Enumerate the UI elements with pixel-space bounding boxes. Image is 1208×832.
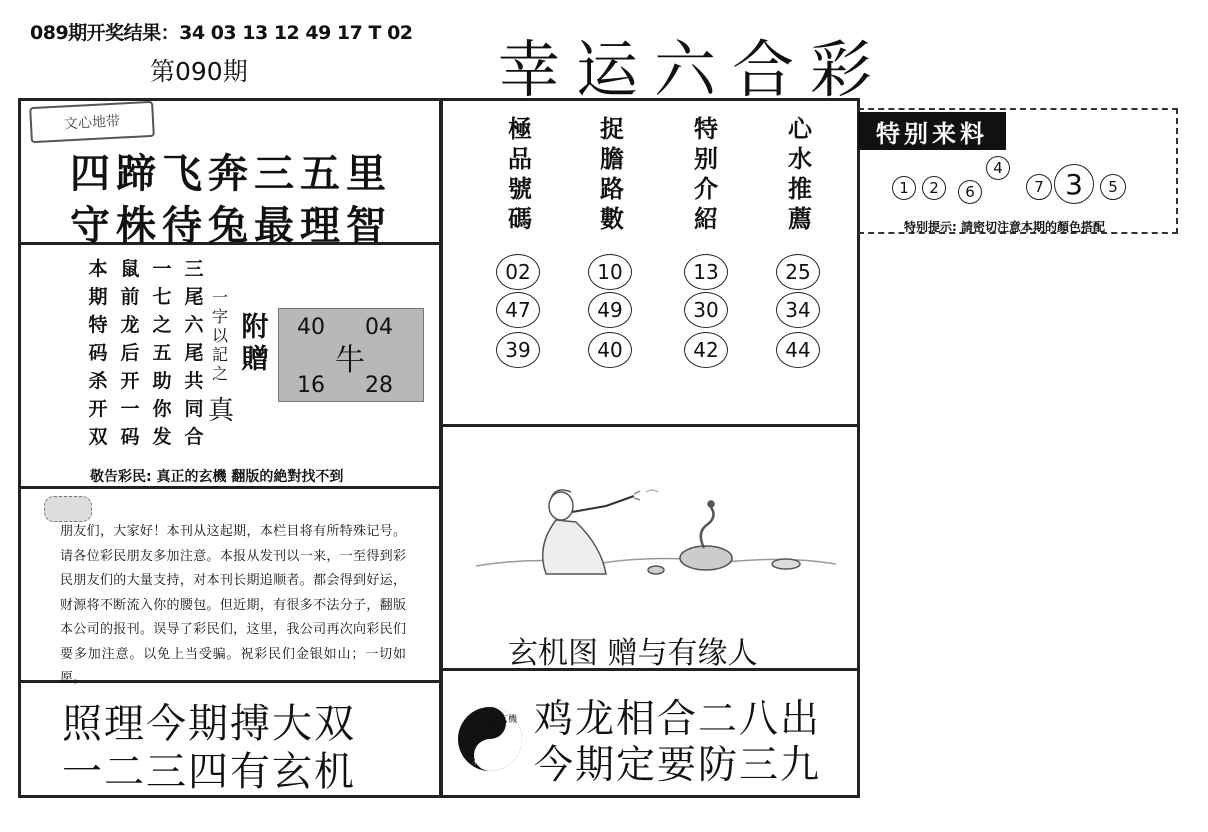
verse-char: 合	[184, 426, 204, 448]
bottom-left-line-1: 照理今期搏大双	[62, 701, 356, 747]
special-tag: 特别来料	[858, 112, 1006, 150]
gift-box	[278, 308, 424, 402]
verse-char: 期	[88, 286, 108, 308]
mystery-picture	[456, 436, 848, 616]
page-title: 幸运六合彩	[498, 33, 889, 106]
poem-line-2: 守株待兔最理智	[70, 202, 392, 249]
verse-char: 之	[152, 314, 172, 336]
verse-char: 三	[184, 258, 204, 280]
circled-number: 2	[922, 176, 946, 200]
verse-char: 七	[152, 286, 172, 308]
number-ball: 44	[776, 332, 820, 368]
article-logo	[44, 496, 92, 522]
issue-number: 第090期	[150, 57, 248, 86]
verse-char: 一	[152, 258, 172, 280]
yinyang-label: 玄機	[499, 715, 518, 725]
verse-char: 开	[120, 370, 140, 392]
column-label-4	[780, 114, 820, 234]
gift-label: 附贈	[241, 312, 269, 375]
label-char: 心水推薦	[788, 114, 812, 233]
verse-char: 开	[88, 398, 108, 420]
notice-text: 敬告彩民: 真正的玄機 翻版的絶對找不到	[90, 469, 344, 485]
label-char: 特别介紹	[694, 114, 718, 233]
vertical-note: 一字以記之	[211, 288, 228, 383]
poem-line-1: 四蹄飞奔三五里	[70, 150, 392, 197]
bottom-mid-line-1: 鸡龙相合二八出	[534, 697, 822, 742]
number-ball: 30	[684, 292, 728, 328]
number-ball: 25	[776, 254, 820, 290]
number-ball: 49	[588, 292, 632, 328]
circled-number: 6	[958, 180, 982, 204]
gift-number: 40	[297, 315, 325, 340]
bottom-left-line-2: 一二三四有玄机	[62, 749, 356, 795]
yinyang-icon	[455, 704, 525, 774]
divider	[18, 486, 442, 489]
verse-char: 一	[120, 398, 140, 420]
circled-number: 4	[986, 156, 1010, 180]
number-ball: 13	[684, 254, 728, 290]
label-char: 極品號碼	[508, 114, 532, 233]
verse-char: 尾	[184, 286, 204, 308]
verse-char: 尾	[184, 342, 204, 364]
circled-number: 1	[892, 176, 916, 200]
picture-caption: 玄机图 赠与有缘人	[508, 636, 758, 671]
verse-char: 龙	[120, 314, 140, 336]
verse-char: 共	[184, 370, 204, 392]
number-ball: 10	[588, 254, 632, 290]
note-zhen: 真	[208, 396, 235, 426]
verse-char: 本	[88, 258, 108, 280]
circled-number: 5	[1100, 174, 1126, 200]
verse-char: 双	[88, 426, 108, 448]
column-label-1	[500, 114, 540, 234]
number-ball: 02	[496, 254, 540, 290]
gift-zodiac: 牛	[335, 343, 365, 378]
gift-number: 28	[365, 373, 393, 398]
divider	[440, 424, 860, 427]
verse-char: 前	[120, 286, 140, 308]
gift-number: 04	[365, 315, 393, 340]
verse-char: 六	[184, 314, 204, 336]
column-label-2	[592, 114, 632, 234]
verse-char: 五	[152, 342, 172, 364]
number-ball: 40	[588, 332, 632, 368]
circled-number: 7	[1026, 174, 1052, 200]
verse-char: 特	[88, 314, 108, 336]
verse-char: 你	[152, 398, 172, 420]
label-char: 捉膽路數	[600, 114, 624, 233]
vertical-verse-grid	[82, 254, 210, 450]
circled-number: 3	[1054, 164, 1094, 204]
bottom-mid-line-2: 今期定要防三九	[534, 743, 822, 788]
verse-char: 助	[152, 370, 172, 392]
article-text: 朋友们，大家好！本刊从这起期，本栏目将有所特殊记号。请各位彩民朋友多加注意。本报从发刊以一来，一至得到彩民朋友们的大量支持，对本刊长期追顺者。都会得到好运，财源将不断流入你的腰包。但近期，有很多不法分子，翻版本公司的报刊。误导了彩民们，这里，我公司再次向彩民们要多加注意。以免上当受骗。祝彩民们金银如山；一切如愿。	[60, 524, 406, 686]
number-ball: 39	[496, 332, 540, 368]
special-tip: 特别提示: 請密切注意本期的顏色搭配	[904, 220, 1105, 234]
verse-char: 码	[88, 342, 108, 364]
column-label-3	[686, 114, 726, 234]
yinyang-label: 神算	[473, 757, 492, 767]
column-logo: 文心地带	[29, 101, 155, 143]
verse-char: 鼠	[120, 258, 140, 280]
number-ball: 42	[684, 332, 728, 368]
previous-result: 089期开奖结果：34 03 13 12 49 17 T 02	[30, 22, 413, 44]
verse-char: 码	[120, 426, 140, 448]
verse-char: 杀	[88, 370, 108, 392]
number-ball: 47	[496, 292, 540, 328]
verse-char: 同	[184, 398, 204, 420]
verse-char: 发	[152, 426, 172, 448]
gift-number: 16	[297, 373, 325, 398]
verse-char: 后	[120, 342, 140, 364]
number-ball: 34	[776, 292, 820, 328]
